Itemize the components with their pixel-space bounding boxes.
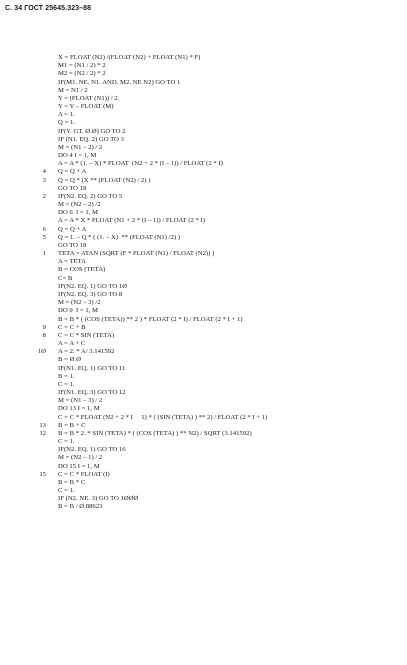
statement-text: Y = Y – FLOAT (M) xyxy=(58,103,114,111)
statement-text: DO 9 I = 1, M xyxy=(58,307,98,315)
code-line xyxy=(0,128,407,136)
statement-text: GO TO 18 xyxy=(58,241,87,249)
code-line xyxy=(0,242,407,250)
statement-text: DO 13 I = 1, M xyxy=(58,405,100,413)
statement-text: Q = Q + A xyxy=(58,168,87,176)
statement-label: 15 xyxy=(39,470,46,478)
code-line xyxy=(0,495,407,503)
statement-text: M = (N1 – 3) / 2 xyxy=(58,397,103,405)
page-header: С. 34 ГОСТ 25645.323–88 xyxy=(5,5,92,12)
code-line xyxy=(0,250,407,258)
statement-text: GO TO 18 xyxy=(58,184,87,192)
statement-text: C = 1. xyxy=(58,487,75,495)
code-line xyxy=(0,454,407,462)
statement-text: C = 1. xyxy=(58,438,75,446)
statement-text: B = B * ( (COS (TETA)) ** 2 ) * FLOAT (2 * I) / FLOAT (2 * I + 1) xyxy=(58,315,243,323)
statement-text: IF(M1. NE. N1. AND. M2. NE N2) GO TO 1 xyxy=(58,78,181,86)
code-line xyxy=(0,87,407,95)
statement-text: Q = Q + A xyxy=(58,225,87,233)
statement-text: M = (N2 – 2) /2 xyxy=(58,201,101,209)
code-line xyxy=(0,356,407,364)
code-line xyxy=(0,54,407,62)
code-line xyxy=(0,503,407,511)
code-line xyxy=(0,234,407,242)
code-line xyxy=(0,177,407,185)
statement-text: A = A * X * FLOAT (N1 + 2 * (I – 1)) / FLOAT (2 * I) xyxy=(58,217,205,225)
code-line xyxy=(0,258,407,266)
statement-text: Q = 1. xyxy=(58,119,75,127)
statement-text: DO 15 I = 1, M xyxy=(58,462,100,470)
code-line xyxy=(0,324,407,332)
statement-text: DO 4 I = 1, M xyxy=(58,152,97,160)
code-line xyxy=(0,487,407,495)
code-line xyxy=(0,62,407,70)
statement-text: C = C + B xyxy=(58,323,86,331)
statement-text: C = 1. xyxy=(58,380,75,388)
code-line xyxy=(0,340,407,348)
code-line xyxy=(0,471,407,479)
statement-text: M2 = (N2 / 2) * 2 xyxy=(58,70,106,78)
statement-label: 6 xyxy=(42,225,46,233)
statement-label: 13 xyxy=(39,421,46,429)
statement-text: C = C * FLOAT (N2 + 2 * I 1) * ( (SIN (TETA) ) ** 2) / FLOAT (2 * I + 1) xyxy=(58,413,268,421)
statement-text: B = Ø.Ø xyxy=(58,356,81,364)
code-line xyxy=(0,316,407,324)
code-line xyxy=(0,307,407,315)
code-line xyxy=(0,119,407,127)
statement-text: M = (N2 – 1) / 2 xyxy=(58,454,103,462)
code-line xyxy=(0,446,407,454)
code-line xyxy=(0,479,407,487)
code-line xyxy=(0,438,407,446)
statement-label: 9 xyxy=(42,323,46,331)
code-line xyxy=(0,209,407,217)
statement-text: A = TETA xyxy=(58,258,87,266)
statement-text: IF (N2. NE. 3) GO TO 1ØØØ xyxy=(58,495,139,503)
code-line xyxy=(0,389,407,397)
code-line xyxy=(0,414,407,422)
statement-text: IF(Y. GT. Ø.Ø) GO TO 2 xyxy=(58,127,126,135)
statement-text: DO 6 I = 1, M xyxy=(58,209,98,217)
statement-label: 4 xyxy=(42,168,46,176)
code-line xyxy=(0,144,407,152)
statement-text: IF(N2. EQ. 3) GO TO 8 xyxy=(58,290,123,298)
code-line xyxy=(0,405,407,413)
code-line xyxy=(0,463,407,471)
code-line xyxy=(0,348,407,356)
code-line xyxy=(0,266,407,274)
code-line xyxy=(0,111,407,119)
code-line xyxy=(0,291,407,299)
statement-text: C = C * FLOAT (I) xyxy=(58,470,110,478)
statement-text: Q = Q * (X ** (FLOAT (N2) / 2) ) xyxy=(58,176,151,184)
code-line xyxy=(0,201,407,209)
statement-label: 1Ø xyxy=(37,348,46,356)
code-line xyxy=(0,79,407,87)
statement-text: B = COS (TETA) xyxy=(58,266,106,274)
statement-text: IF (N1. EQ. 2) GO TO 3 xyxy=(58,135,124,143)
code-line xyxy=(0,103,407,111)
code-line xyxy=(0,217,407,225)
code-line xyxy=(0,136,407,144)
code-line xyxy=(0,185,407,193)
statement-text: IF(N1. EQ. 3) GO TO 12 xyxy=(58,389,126,397)
statement-text: IF(N2. EQ. 1) GO TO 16 xyxy=(58,446,126,454)
statement-text: C = C * SIN (TETA) xyxy=(58,331,115,339)
statement-label: 5 xyxy=(42,233,46,241)
statement-text: M = N1 / 2 xyxy=(58,86,88,94)
statement-text: B = B * C xyxy=(58,478,86,486)
code-line xyxy=(0,299,407,307)
code-line xyxy=(0,70,407,78)
statement-text: Q = 1. – Q * ( (1. – X) ** (FLOAT (N1) /2) ) xyxy=(58,233,180,241)
statement-text: C= B xyxy=(58,274,73,282)
statement-label: 3 xyxy=(42,176,46,184)
code-line xyxy=(0,422,407,430)
statement-label: 1 xyxy=(42,250,46,258)
code-line xyxy=(0,275,407,283)
statement-text: B = B + C xyxy=(58,421,86,429)
statement-text: Y = (FLOAT (N1)) / 2. xyxy=(58,94,120,102)
statement-label: 2 xyxy=(42,192,46,200)
statement-text: M1 = (N1 / 2) * 2 xyxy=(58,62,106,70)
statement-text: B = 1. xyxy=(58,372,75,380)
statement-label: 12 xyxy=(39,429,46,437)
statement-text: M = (N1 – 2) / 2 xyxy=(58,143,103,151)
statement-text: IF(N2. EQ. 1) GO TO 1Ø xyxy=(58,282,128,290)
statement-text: M = (N2 – 3) /2 xyxy=(58,299,101,307)
statement-text: A = 2. * A/ 3.141592 xyxy=(58,348,115,356)
statement-text: A = 1. xyxy=(58,111,75,119)
code-line xyxy=(0,193,407,201)
code-line xyxy=(0,152,407,160)
code-line xyxy=(0,365,407,373)
statement-text: B = B / Ø.88623 xyxy=(58,503,103,511)
code-line xyxy=(0,397,407,405)
statement-label: 8 xyxy=(42,331,46,339)
code-line xyxy=(0,95,407,103)
code-line xyxy=(0,381,407,389)
code-line xyxy=(0,283,407,291)
code-line xyxy=(0,430,407,438)
statement-text: IF(N1. EQ. 1) GO TO 11 xyxy=(58,364,126,372)
statement-text: X = FLOAT (N2) /(FLOAT (N2) + FLOAT (N1) * F) xyxy=(58,54,201,61)
statement-text: TETA = ATAN (SQRT (F * FLOAT (N1) / FLOAT (N2)) ) xyxy=(58,250,215,258)
statement-text: IF(N2. EQ. 2) GO TO 5 xyxy=(58,192,123,200)
code-line xyxy=(0,160,407,168)
code-line xyxy=(0,373,407,381)
code-line xyxy=(0,226,407,234)
code-line xyxy=(0,332,407,340)
statement-text: A = A + C xyxy=(58,340,86,348)
statement-text: B = B * 2. * SIN (TETA) * ( (COS (TETA) ) ** N2) / SQRT (3.141592) xyxy=(58,429,252,437)
code-line xyxy=(0,168,407,176)
code-listing xyxy=(0,54,407,512)
statement-text: A = A * (1. – X) * FLOAT (N2 + 2 * (I – 1)) / FLOAT (2 * I) xyxy=(58,160,223,168)
